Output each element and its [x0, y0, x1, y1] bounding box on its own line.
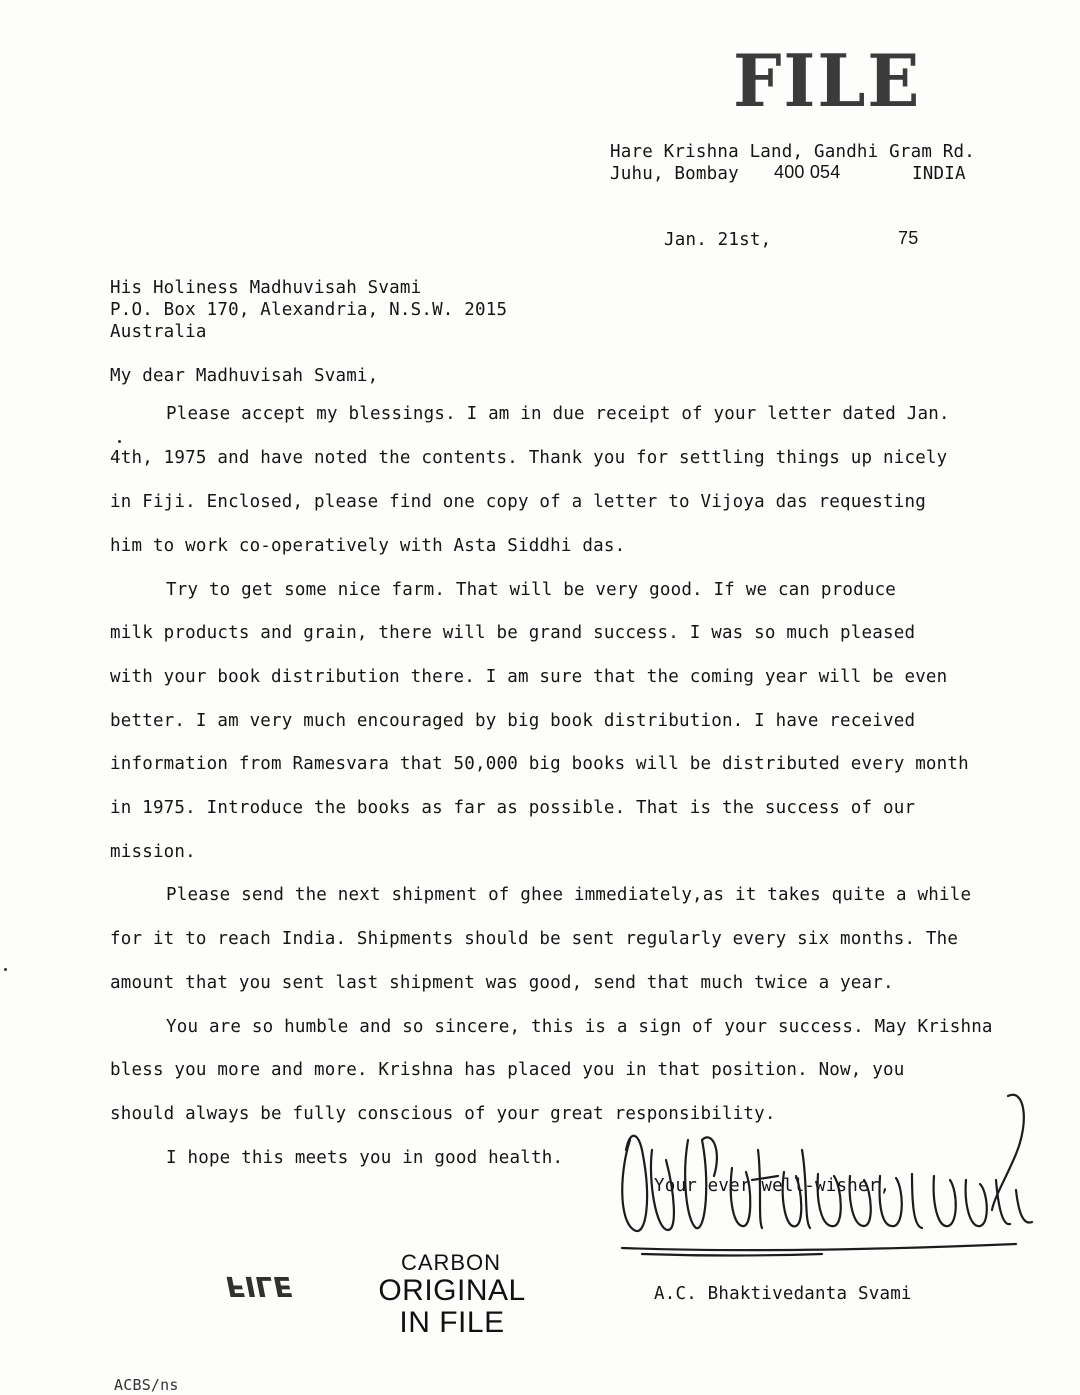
carbon-stamp-line3: IN FILE: [399, 1306, 505, 1339]
sender-address-country: INDIA: [912, 164, 966, 184]
sender-address-line1: Hare Krishna Land, Gandhi Gram Rd.: [610, 142, 976, 162]
body-line: You are so humble and so sincere, this is a sign of your success. May Krishna: [166, 1017, 993, 1037]
recipient-line1: His Holiness Madhuvisah Svami: [110, 278, 422, 298]
body-line: Please accept my blessings. I am in due receipt of your letter dated Jan.: [166, 404, 950, 424]
recipient-line3: Australia: [110, 322, 207, 342]
sender-address-city: Juhu, Bombay: [610, 164, 739, 184]
body-line: with your book distribution there. I am sure that the coming year will be even: [110, 667, 948, 687]
letter-date: Jan. 21st,: [664, 230, 772, 250]
file-stamp-small: FILE: [226, 1270, 293, 1303]
body-line: bless you more and more. Krishna has placed you in that position. Now, you: [110, 1060, 905, 1080]
closing: Your ever well-wisher,: [654, 1176, 891, 1196]
body-line: in 1975. Introduce the books as far as possible. That is the success of our: [110, 798, 916, 818]
margin-mark: [4, 968, 7, 971]
typist-initials: ACBS/ns: [114, 1376, 179, 1394]
body-line: should always be fully conscious of your great responsibility.: [110, 1104, 776, 1124]
carbon-stamp-line2: ORIGINAL: [378, 1274, 526, 1307]
carbon-stamp-line1: CARBON: [400, 1250, 502, 1275]
body-line: Please send the next shipment of ghee immediately,as it takes quite a while: [166, 885, 972, 905]
body-line: Try to get some nice farm. That will be very good. If we can produce: [166, 580, 897, 600]
recipient-line2: P.O. Box 170, Alexandria, N.S.W. 2015: [110, 300, 508, 320]
body-line: mission.: [110, 842, 196, 862]
letter-year: 75: [898, 228, 919, 248]
body-line: in Fiji. Enclosed, please find one copy of a letter to Vijoya das requesting: [110, 492, 926, 512]
margin-mark: [118, 440, 121, 443]
body-line: milk products and grain, there will be grand success. I was so much pleased: [110, 623, 916, 643]
file-stamp: FILE: [732, 38, 922, 123]
signature-name: A.C. Bhaktivedanta Svami: [654, 1284, 912, 1304]
body-line: better. I am very much encouraged by big book distribution. I have received: [110, 711, 916, 731]
body-line: information from Ramesvara that 50,000 big books will be distributed every month: [110, 754, 969, 774]
body-line: I hope this meets you in good health.: [166, 1148, 564, 1168]
salutation: My dear Madhuvisah Svami,: [110, 366, 379, 386]
body-line: for it to reach India. Shipments should be sent regularly every six months. The: [110, 929, 959, 949]
sender-address-pin: 400 054: [774, 162, 841, 182]
body-line: 4th, 1975 and have noted the contents. Thank you for settling things up nicely: [110, 448, 948, 468]
handwritten-signature: [612, 1080, 1052, 1270]
body-line: amount that you sent last shipment was good, send that much twice a year.: [110, 973, 894, 993]
body-line: him to work co-operatively with Asta Siddhi das.: [110, 536, 626, 556]
